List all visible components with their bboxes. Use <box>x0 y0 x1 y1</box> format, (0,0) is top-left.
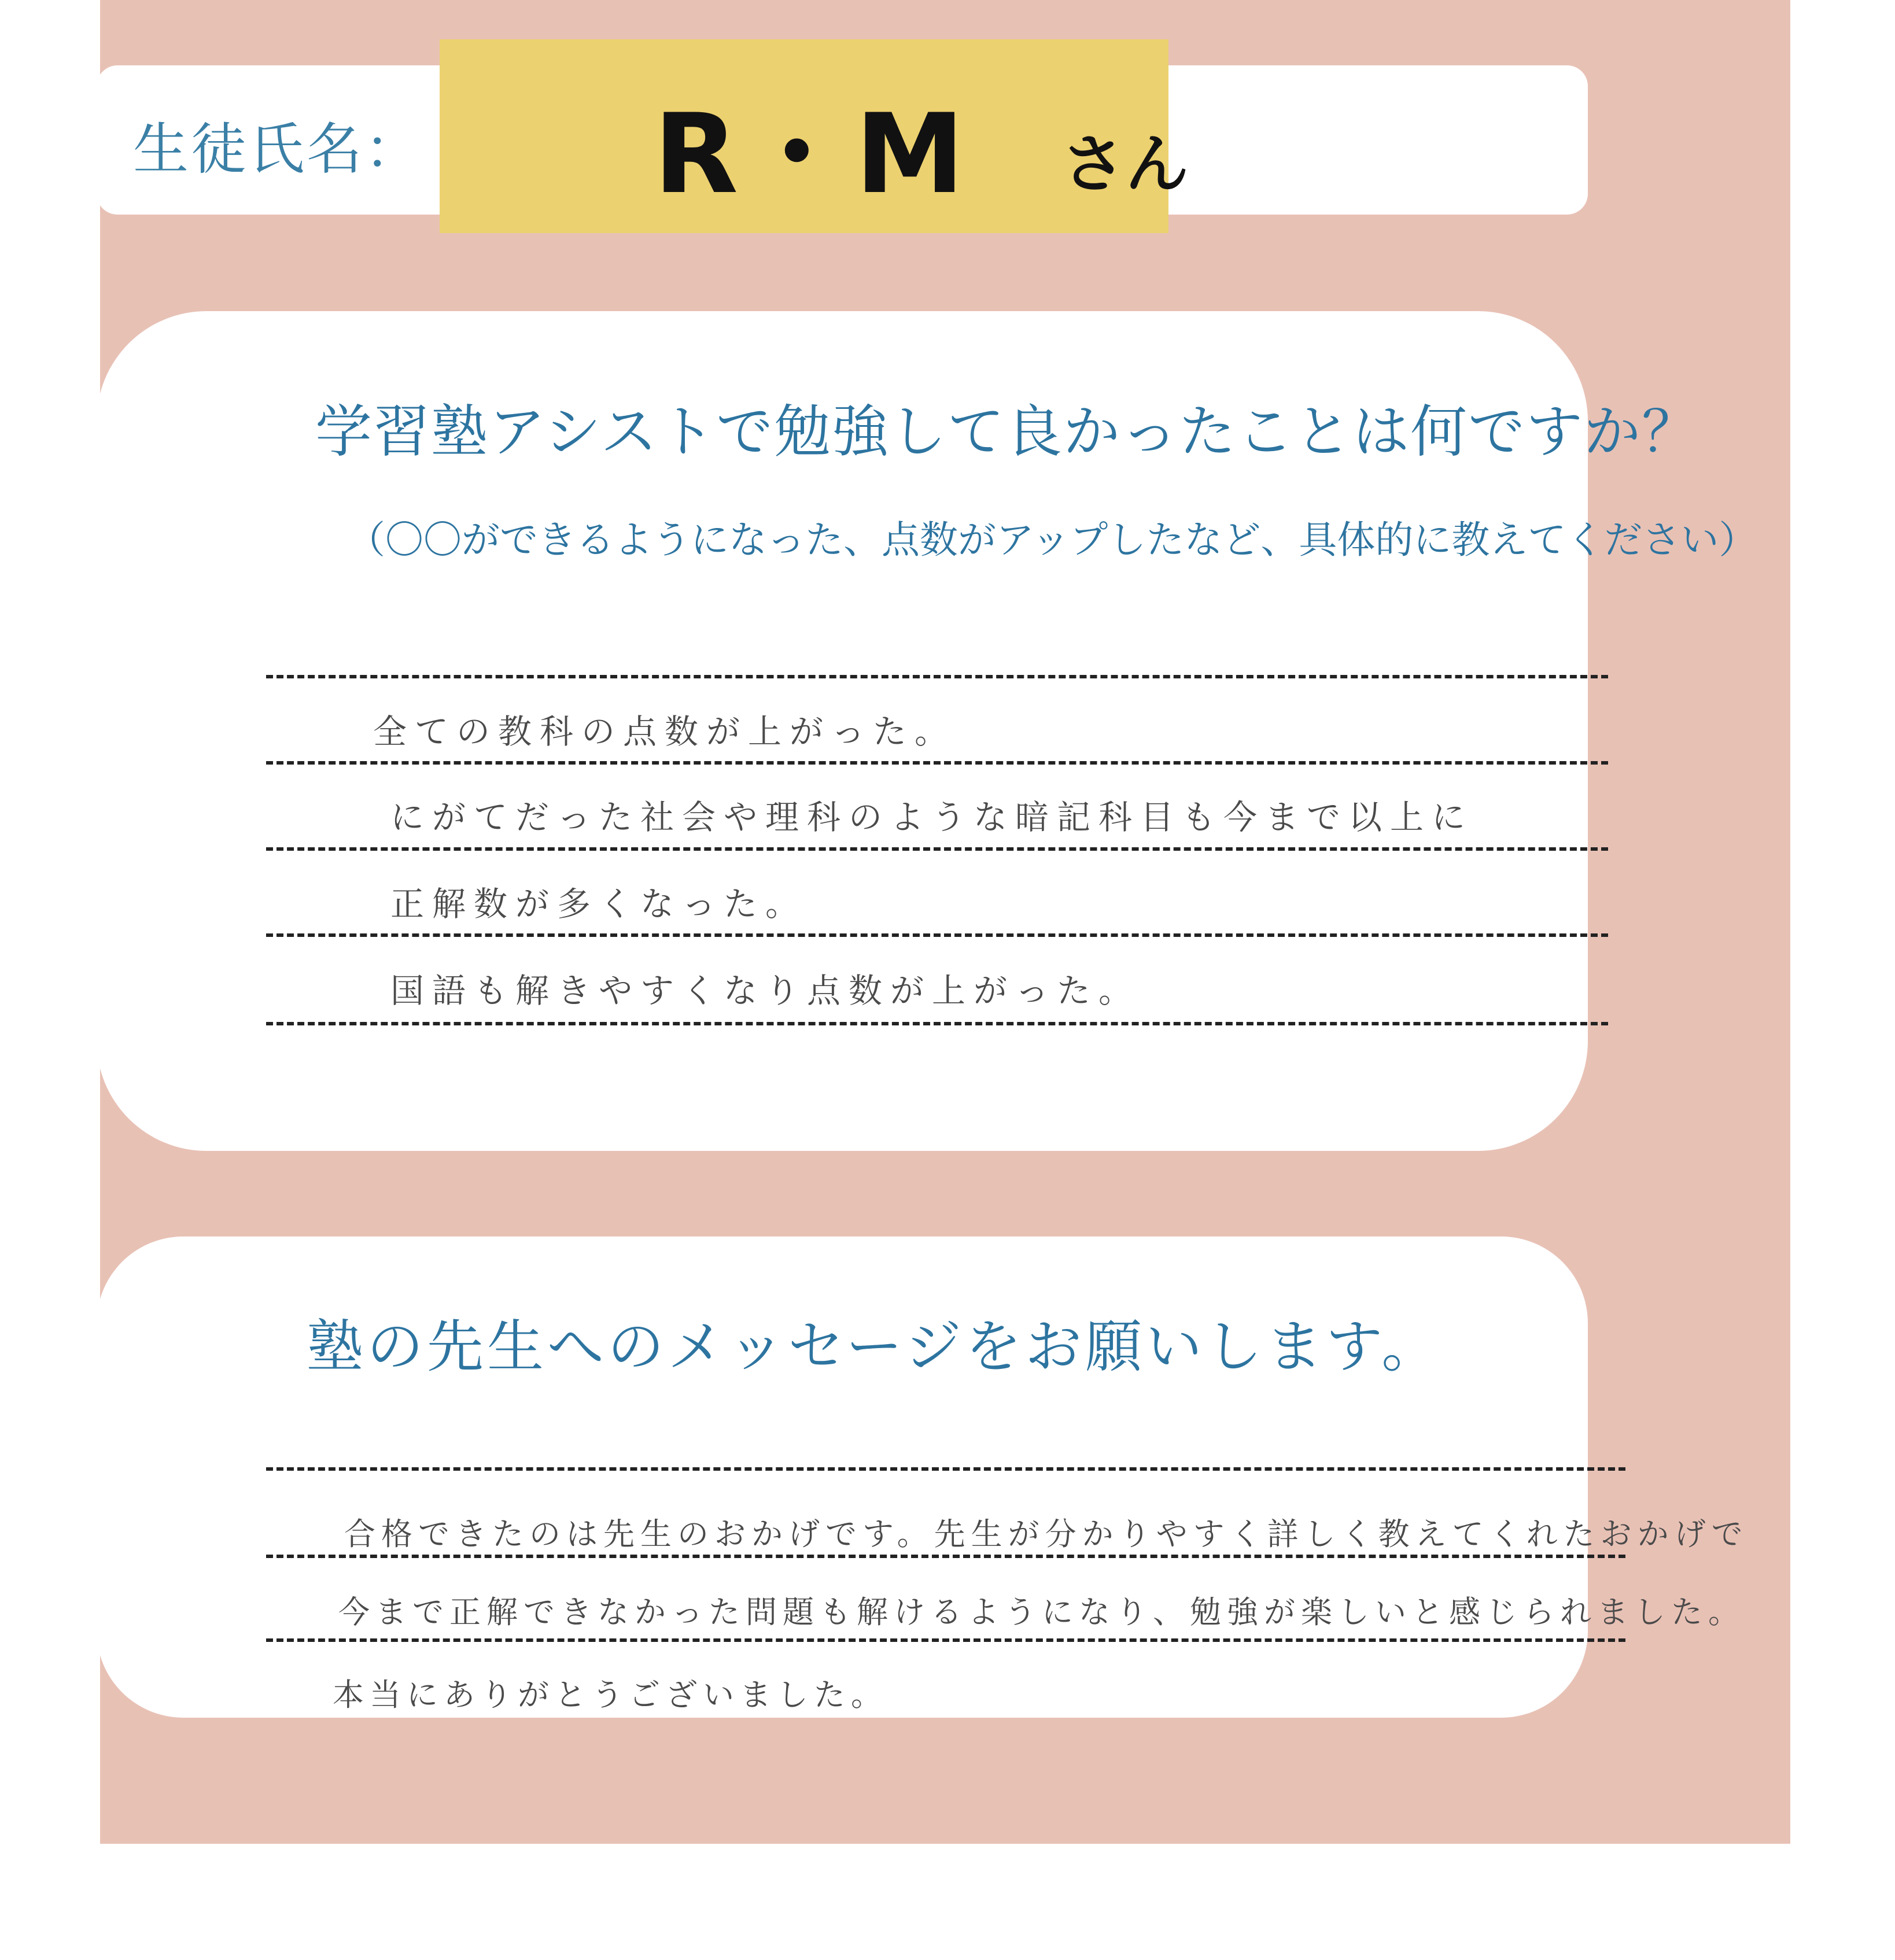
student-name-value: R・M <box>654 90 968 218</box>
question1-title: 学習塾アシストで勉強して良かったことは何ですか？ <box>315 399 1700 465</box>
answer-line: 国語も解きやすくなり点数が上がった。 <box>390 971 1141 1010</box>
answer-line: 正解数が多くなった。 <box>390 884 808 924</box>
answer-line: 本当にありがとうございました。 <box>333 1677 888 1713</box>
answer-rule <box>266 761 1608 765</box>
answer-rule <box>266 1555 1625 1558</box>
answer-line: 合格できたのは先生のおかげです。先生が分かりやすく詳しく教えてくれたおかげで <box>344 1516 1749 1552</box>
answer-rule <box>266 1022 1608 1025</box>
answer-line: 今まで正解できなかった問題も解けるようになり、勉強が楽しいと感じられました。 <box>338 1594 1745 1630</box>
question1-note: （〇〇ができるようになった、点数がアップしたなど、具体的に教えてください） <box>347 518 1757 562</box>
answer-line: にがてだった社会や理科のような暗記科目も今まで以上に <box>390 798 1474 837</box>
question2-title: 塾の先生へのメッセージをお願いします。 <box>307 1314 1442 1380</box>
answer-rule <box>266 847 1608 851</box>
answer-rule <box>266 933 1608 937</box>
answer-rule <box>266 1638 1625 1642</box>
answer-rule <box>266 675 1608 678</box>
student-name-label: 生徒氏名： <box>133 116 422 182</box>
student-name-honorific: さん <box>1061 127 1189 201</box>
answer-rule <box>266 1467 1625 1471</box>
answer-line: 全ての教科の点数が上がった。 <box>373 712 957 751</box>
